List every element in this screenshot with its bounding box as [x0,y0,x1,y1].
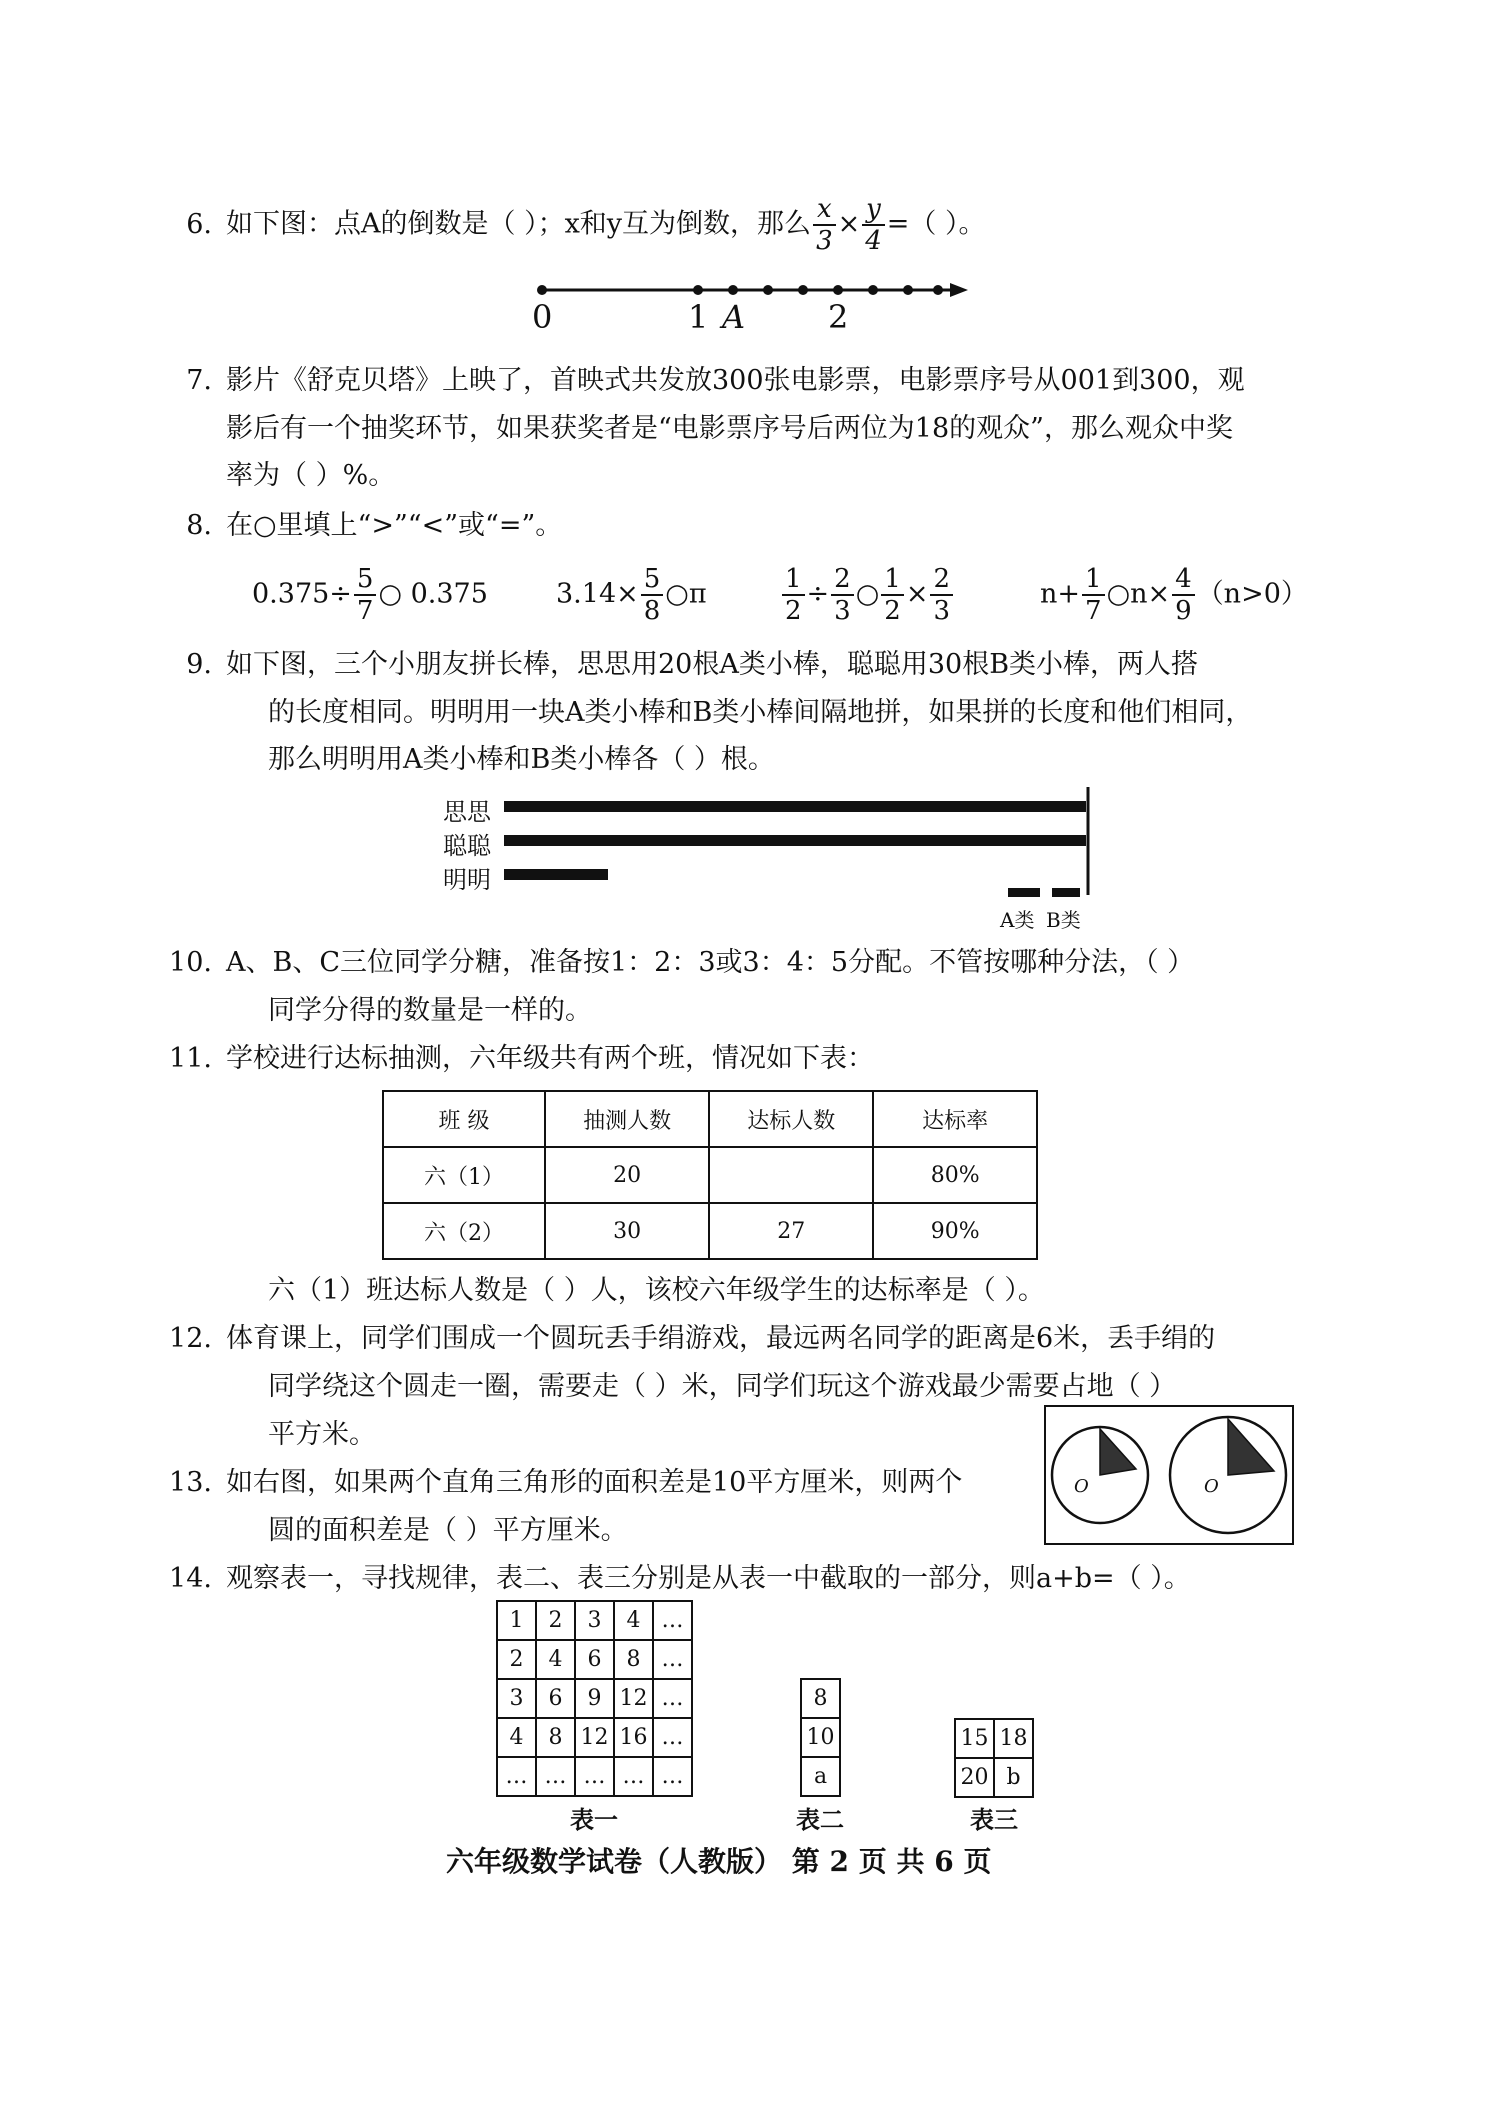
question-13-line-2: 圆的面积差是（ ）平方厘米。 [268,1515,628,1546]
table-one-caption: 表一 [570,1805,618,1834]
tick-point [868,285,878,295]
stick-label-sisi: 思思 [443,798,491,826]
mingming-bar [504,869,608,880]
tick-point [763,285,773,295]
class-table [382,1090,1038,1260]
table-cell: 六（2） [383,1203,545,1259]
table-cell [709,1147,873,1203]
table-cell: 30 [545,1203,709,1259]
tick-point [903,285,913,295]
a-stick-sample [1008,888,1040,897]
tick-point-a [728,285,738,295]
table-cell: 90% [873,1203,1037,1259]
question-10: 10. A、B、C三位同学分糖，准备按1：2：3或3：4：5分配。不管按哪种分法，（ ） [169,947,1195,978]
table-header: 抽测人数 [545,1091,709,1147]
question-12-line-2: 同学绕这个圆走一圈，需要走（ ）米，同学们玩这个游戏最少需要占地（ ） [268,1371,1177,1402]
table-three-caption: 表三 [970,1805,1018,1834]
table-cell: 27 [709,1203,873,1259]
question-13: 13. 如右图，如果两个直角三角形的面积差是10平方厘米，则两个 [169,1467,963,1498]
fraction-x-over-3: $\frac{x}{3}$ [813,196,836,254]
table-one: 1 2 3 4 … 2 4 6 8 … 3 6 9 12 … 4 8 12 16 … … … … … … [496,1600,693,1797]
circles-svg [1046,1407,1292,1543]
table-two-caption: 表二 [796,1805,844,1834]
stick-diagram [500,785,1100,915]
legend-b: B类 [1046,908,1081,932]
tick-point-1 [693,285,703,295]
comparison-4: n+ $\frac{1}{7}$ ○n× $\frac{4}{9}$ （n>0） [1040,564,1308,626]
center-label-large: O [1204,1476,1219,1497]
page-footer: 六年级数学试卷（人教版） 第 2 页 共 6 页 [446,1845,992,1878]
question-9: 9. 如下图，三个小朋友拼长棒，思思用20根A类小棒，聪聪用30根B类小棒，两人搭 [186,649,1199,680]
question-text-end: =（ ）。 [886,208,986,240]
table-row [383,1203,1037,1259]
table-cell: 80% [873,1147,1037,1203]
question-9-line-2: 的长度相同。明明用一块A类小棒和B类小棒间隔地拼，如果拼的长度和他们相同， [268,697,1253,728]
b-stick-sample [1052,888,1080,897]
center-label-small: O [1074,1476,1089,1497]
question-11: 11. 学校进行达标抽测，六年级共有两个班，情况如下表： [169,1043,874,1074]
question-9-line-3: 那么明明用A类小棒和B类小棒各（ ）根。 [268,744,775,775]
circles-figure [1044,1405,1294,1545]
table-three: 15 18 20 b [954,1718,1034,1798]
sisi-bar [504,801,1086,812]
question-8: 8. 在○里填上“>”“<”或“=”。 [186,510,563,541]
small-triangle [1100,1429,1136,1475]
question-14: 14. 观察表一，寻找规律，表二、表三分别是从表一中截取的一部分，则a+b=（ ）。 [169,1563,1191,1594]
question-7: 7. 影片《舒克贝塔》上映了，首映式共发放300张电影票，电影票序号从001到300，观 [186,365,1245,396]
table-cell: 20 [545,1147,709,1203]
question-text: 如下图：点A的倒数是（ ）；x和y互为倒数，那么 [226,208,812,240]
table-two: 8 10 a [800,1678,841,1797]
legend-a: A类 [1000,908,1035,932]
stick-label-mingming: 明明 [443,866,491,894]
axis-label-2: 2 [828,298,849,336]
tick-point-2 [833,285,843,295]
congcong-bar [504,835,1086,846]
tick-point [798,285,808,295]
times-sign: × [837,208,861,240]
stick-label-congcong: 聪聪 [443,832,491,860]
table-header: 达标人数 [709,1091,873,1147]
axis-label-a: A [722,298,746,336]
question-6 [160,196,986,254]
comparison-3: $\frac{1}{2}$ ÷ $\frac{2}{3}$ ○ $\frac{1}{2}$ × $\frac{2}{3}$ [780,566,955,624]
tick-point [933,285,943,295]
comparison-2: 3.14× $\frac{5}{8}$ ○π [556,564,707,626]
number-line [520,278,980,338]
axis-label-1: 1 [688,298,709,336]
table-header-row [383,1091,1037,1147]
table-row [383,1147,1037,1203]
arrow-head [950,283,968,297]
question-12-line-3: 平方米。 [268,1419,376,1450]
table-header: 班 级 [383,1091,545,1147]
large-triangle [1228,1419,1274,1475]
question-11-follow-up: 六（1）班达标人数是（ ）人，该校六年级学生的达标率是（ ）。 [268,1275,1045,1306]
tick-point-0 [537,285,547,295]
table-header: 达标率 [873,1091,1037,1147]
axis-label-0: 0 [532,298,553,336]
question-7-line-2: 影后有一个抽奖环节，如果获奖者是“电影票序号后两位为18的观众”，那么观众中奖 [226,413,1233,444]
question-7-line-3: 率为（ ）%。 [226,460,396,491]
question-10-line-2: 同学分得的数量是一样的。 [268,995,592,1026]
fraction-y-over-4: $\frac{y}{4}$ [862,196,885,254]
question-number: 6. [186,208,212,240]
question-12: 12. 体育课上，同学们围成一个圆玩丢手绢游戏，最远两名同学的距离是6米，丢手绢的 [169,1323,1216,1354]
comparison-1: 0.375÷ $\frac{5}{7}$ ○ 0.375 [252,564,488,626]
table-cell: 六（1） [383,1147,545,1203]
